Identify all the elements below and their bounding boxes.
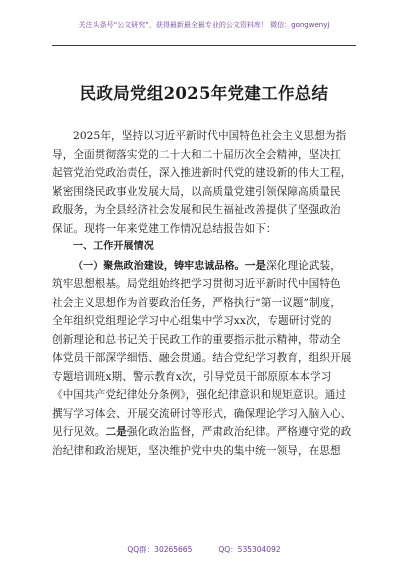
promo-header: 关注头条号“公文研究”，获得最新最全最专业的公文资料库！ 微信：gongwenyj (78, 21, 330, 29)
point-label-one: 一是 (244, 259, 267, 272)
qq-group: QQ群：30265665 (127, 545, 193, 554)
qq-contact: QQ：535304092 (218, 545, 281, 554)
paragraph-line: 全年组织党组理论学习中心组集中学习xx次，专题研讨党的 (52, 315, 332, 327)
intro-line: 导，全面贯彻落实党的二十大和二十届历次全会精神，坚决扛 (52, 148, 341, 161)
paragraph-line: 筑牢思想根基。局党组始终把学习贯彻习近平新时代中国特色 (52, 278, 341, 290)
section-heading: 一、工作开展情况 (73, 241, 154, 252)
paragraph-line: 社会主义思想作为首要政治任务，严格执行“第一议题”制度， (52, 296, 342, 309)
intro-line: 紧密围绕民政事业发展大局，以高质量党建引领保障高质量民 (52, 185, 341, 198)
intro-line: 保证。现将一年来党建工作情况总结报告如下： (52, 222, 277, 235)
document-body (52, 127, 356, 460)
paragraph-line-mixed (52, 423, 356, 442)
intro-line: 2025年，坚持以习近平新时代中国特色社会主义思想为指 (73, 130, 347, 142)
intro-line: 政服务，为全县经济社会发展和民生福祉改善提供了坚强政治 (52, 204, 341, 216)
paragraph-line: 专题培训班x期、警示教育x次，引导党员干部原原本本学习 (52, 370, 332, 383)
point-text: 见行见效。 (52, 426, 106, 438)
subsection-first-line (52, 257, 356, 276)
paragraph-line: 治纪律和政治规矩，坚决维护党中央的集中统一领导，在思想 (52, 444, 341, 457)
contact-footer (0, 544, 408, 555)
point-label-two: 二是 (105, 426, 127, 438)
intro-line: 起管党治党政治责任，深入推进新时代党的建设新的伟大工程， (52, 167, 352, 179)
paragraph-line: 撰写学习体会、开展交流研讨等形式，确保理论学习入脑入心、 (52, 407, 352, 420)
paragraph-line: 《中国共产党纪律处分条例》，强化纪律意识和规矩意识。通过 (52, 389, 347, 401)
subsection-heading: （一）聚焦政治建设，铸牢忠诚品格。 (73, 260, 245, 272)
paragraph-line: 体党员干部深学细悟、融会贯通。结合党纪学习教育，组织开展 (52, 352, 352, 364)
header-divider (52, 45, 356, 46)
point-text: 深化理论武装， (266, 259, 341, 272)
document-title: 民政局党组2025年党建工作总结 (79, 84, 329, 103)
point-text: 强化政治监督，严肃政治纪律。严格遵守党的政 (126, 426, 352, 438)
paragraph-line: 创新理论和总书记关于民政工作的重要指示批示精神，带动全 (52, 333, 341, 346)
